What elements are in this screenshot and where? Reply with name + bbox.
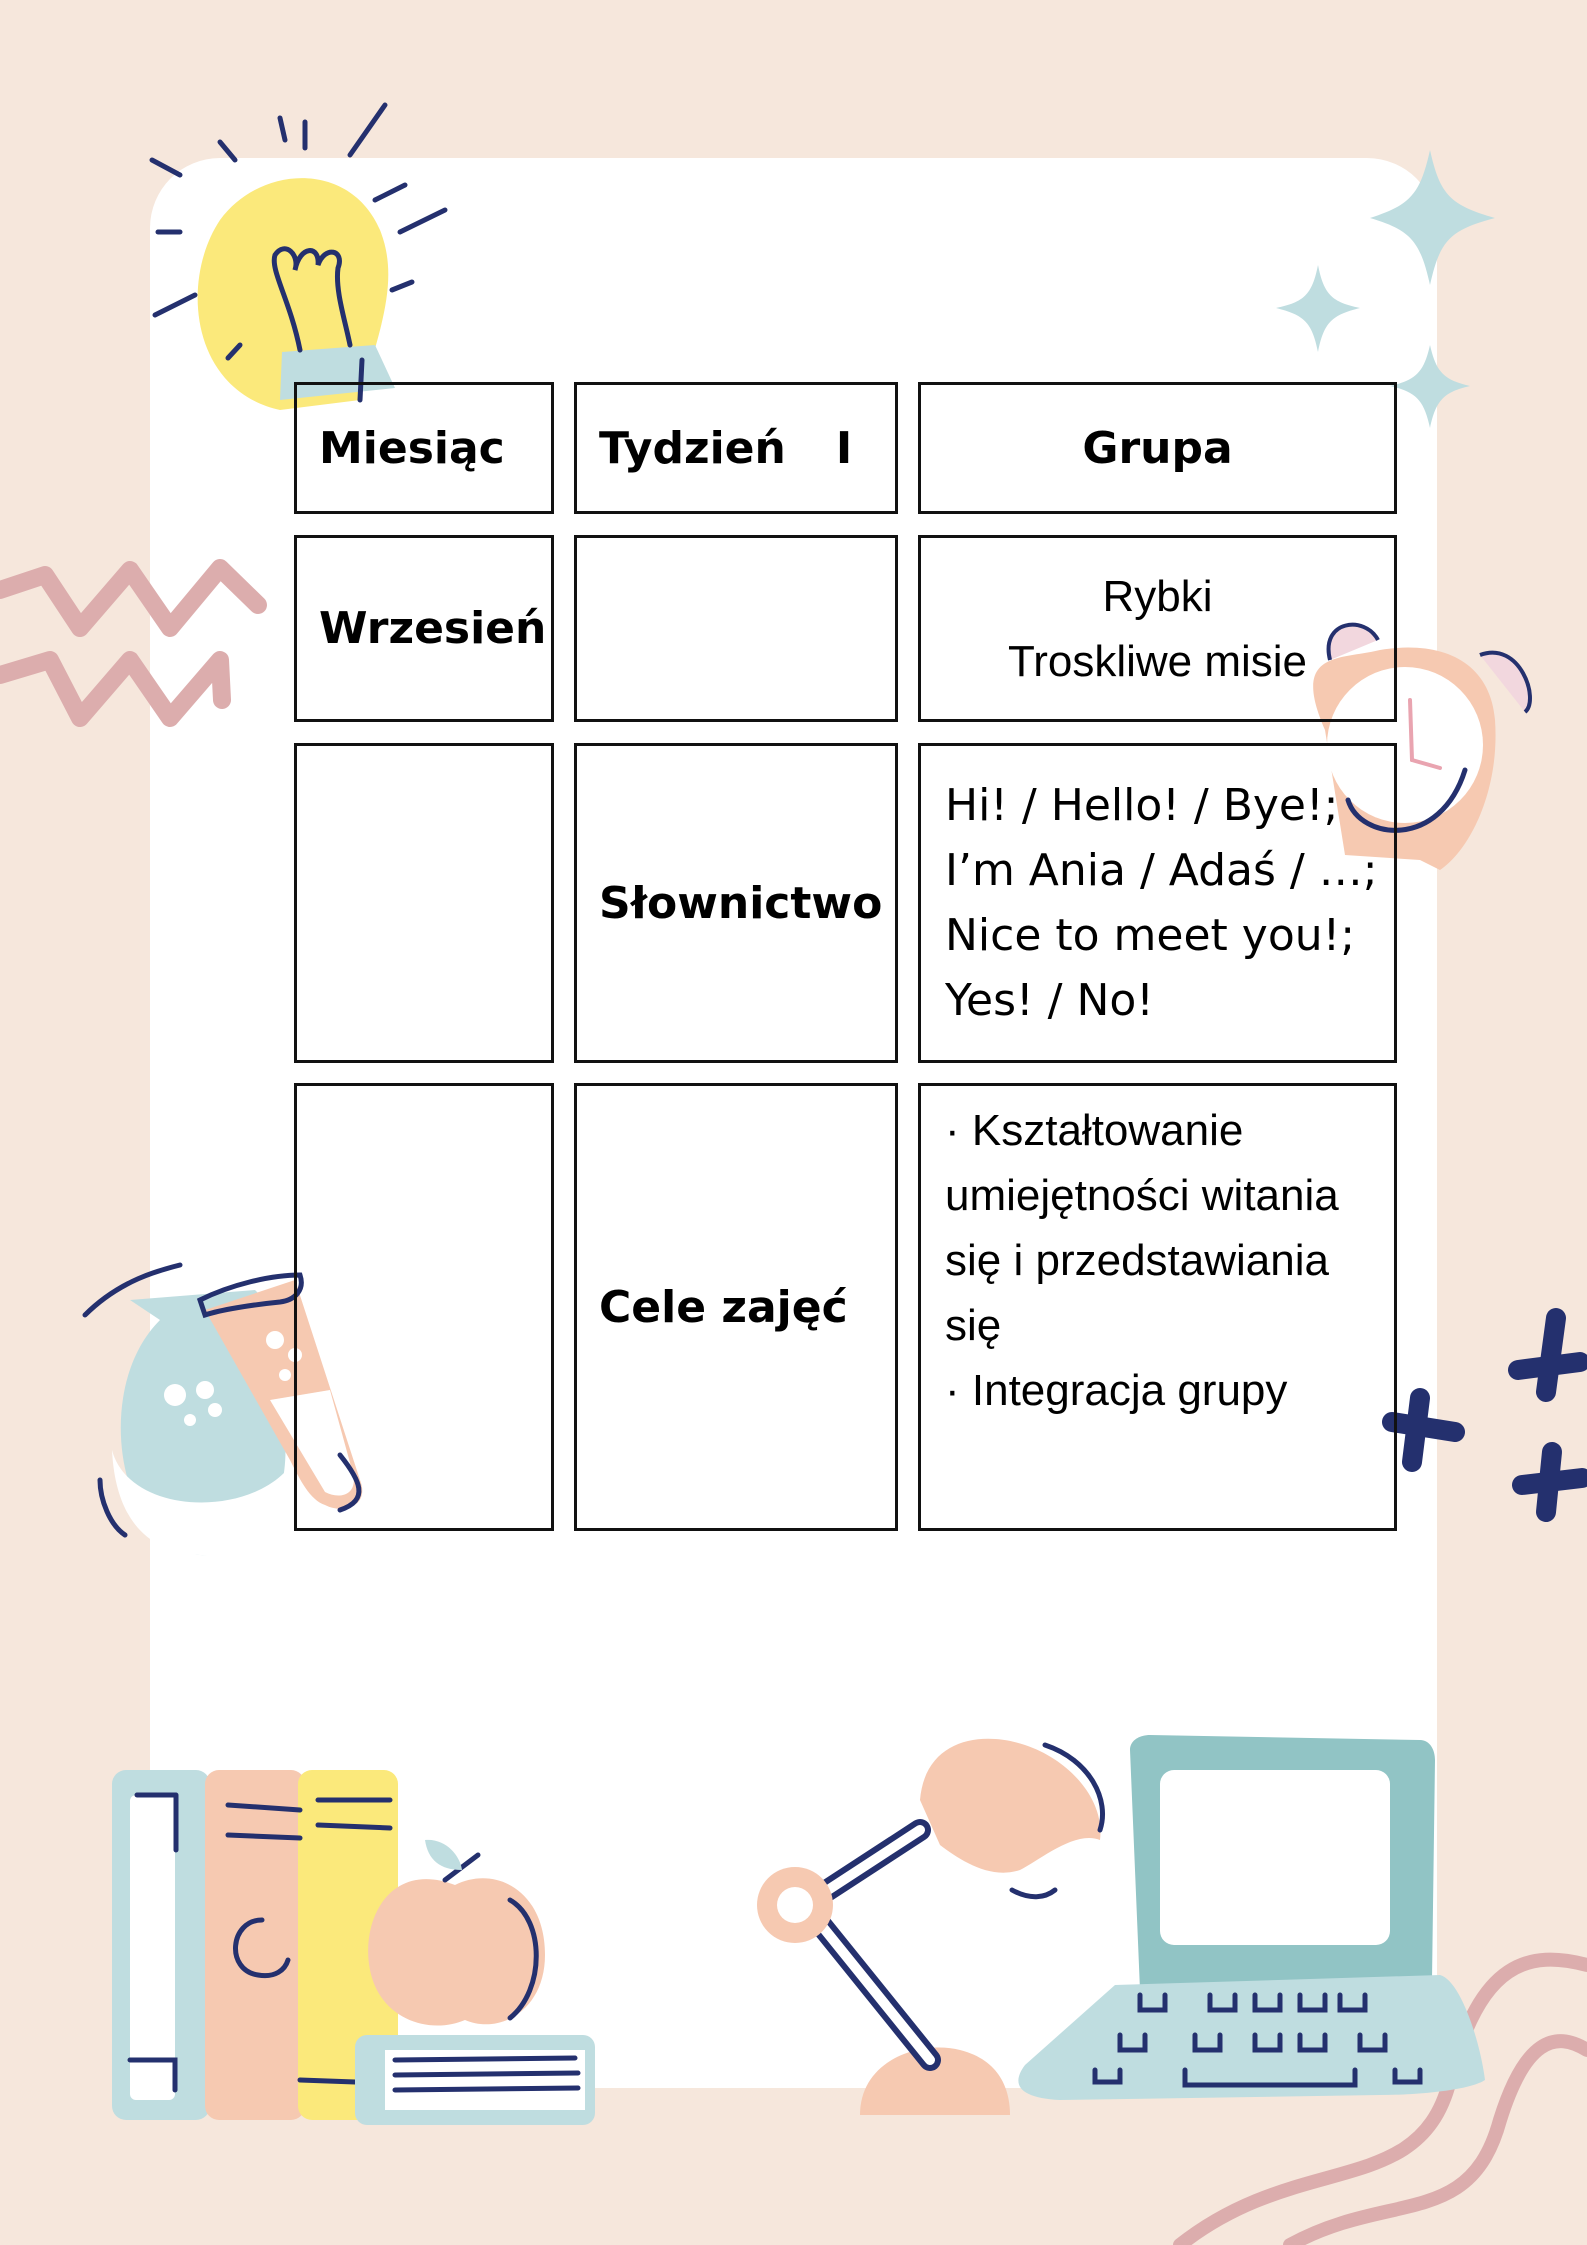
month-value: Wrzesień (319, 603, 547, 654)
laptop-icon (1018, 1735, 1485, 2100)
row3-month-cell-empty (294, 1083, 554, 1531)
goal-item: umiejętności witania (945, 1171, 1339, 1220)
vocabulary-item: Hi! / Hello! / Bye!; (945, 780, 1339, 831)
header-week: Tydzień (599, 422, 786, 474)
header-month: Miesiąc (319, 422, 505, 474)
groups-list (1008, 564, 1307, 694)
vocabulary-cell (918, 743, 1397, 1063)
zigzag-icon (0, 568, 258, 718)
goals-cell (918, 1083, 1397, 1531)
header-week-number: I (835, 422, 853, 474)
header-group: Grupa (1082, 422, 1233, 474)
vocabulary-item: Yes! / No! (945, 975, 1154, 1026)
header-week-cell (574, 382, 898, 514)
goals-label: Cele zajęć (599, 1281, 848, 1333)
groups-cell (918, 535, 1397, 722)
week-cell-empty (574, 535, 898, 722)
goals-label-cell (574, 1083, 898, 1531)
goal-item: się (945, 1301, 1002, 1350)
lightbulb-icon (152, 105, 445, 410)
month-cell (294, 535, 554, 722)
header-group-cell (918, 382, 1397, 514)
plus-icon (1392, 1318, 1582, 1512)
row2-month-cell-empty (294, 743, 554, 1063)
vocabulary-list (945, 773, 1378, 1033)
header-month-cell (294, 382, 554, 514)
vocabulary-label: Słownictwo (599, 877, 883, 929)
vocabulary-item: Nice to meet you!; (945, 910, 1356, 961)
vocabulary-item: I’m Ania / Adaś / …; (945, 845, 1378, 896)
vocabulary-label-cell (574, 743, 898, 1063)
group-item: Troskliwe misie (1007, 636, 1308, 686)
goal-item: · Integracja grupy (945, 1366, 1288, 1415)
goals-list (945, 1098, 1339, 1423)
goal-item: · Kształtowanie (945, 1106, 1244, 1155)
group-item: Rybki (1102, 571, 1213, 621)
goal-item: się i przedstawiania (945, 1236, 1329, 1285)
